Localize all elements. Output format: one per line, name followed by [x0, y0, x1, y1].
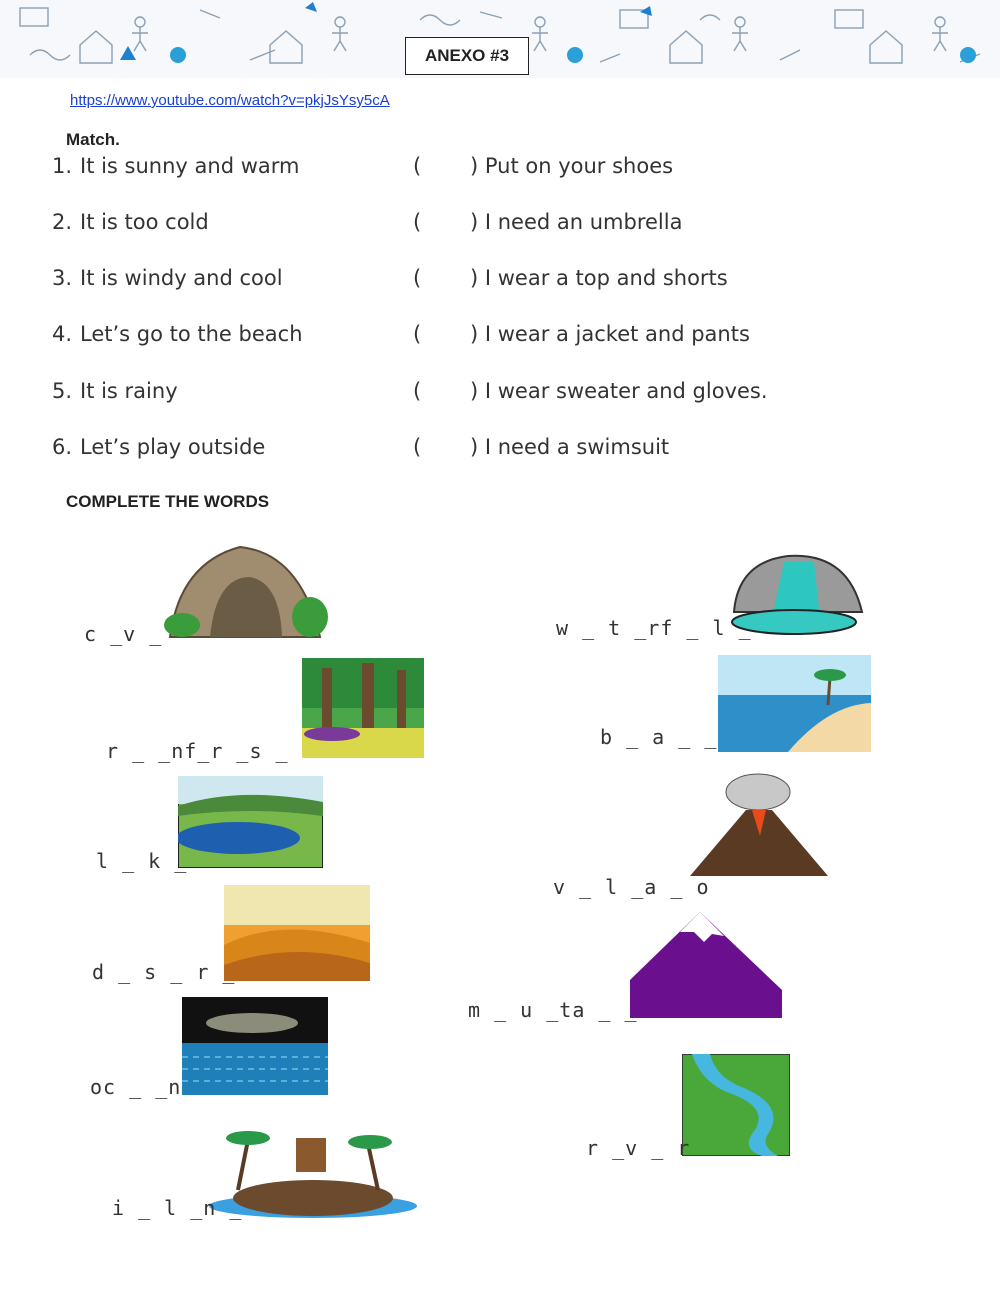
match-left: It is rainy [80, 379, 178, 403]
match-number: 2. [52, 210, 73, 234]
match-number: 5. [52, 379, 73, 403]
cave-image [160, 543, 328, 639]
match-left: It is windy and cool [80, 266, 283, 290]
match-left: It is sunny and warm [80, 154, 300, 178]
answer-blank[interactable]: ( [413, 266, 422, 290]
answer-blank[interactable]: ( [413, 154, 422, 178]
word-waterfall: w _ t _rf _ l _ [556, 616, 752, 640]
answer-blank[interactable]: ( [413, 322, 422, 346]
river-image [682, 1054, 790, 1156]
word-ocean: oc _ _n [90, 1075, 182, 1099]
match-right: ) I need an umbrella [470, 210, 683, 234]
complete-title: COMPLETE THE WORDS [66, 492, 270, 511]
answer-blank[interactable]: ( [413, 435, 422, 459]
word-beach: b _ a _ _ [600, 725, 718, 749]
match-right: ) Put on your shoes [470, 154, 674, 178]
match-number: 1. [52, 154, 73, 178]
word-volcano: v _ l _a _ o [553, 875, 710, 899]
volcano-image [686, 770, 831, 878]
mountain-image [628, 910, 784, 1020]
match-number: 4. [52, 322, 73, 346]
word-desert: d _ s _ r _ [92, 960, 236, 984]
match-left: Let’s play outside [80, 435, 266, 459]
lake-image [178, 776, 323, 868]
word-island: i _ l _n _ [112, 1196, 243, 1220]
match-right: ) I need a swimsuit [470, 435, 670, 459]
beach-image [718, 655, 871, 752]
word-lake: l _ k _ [96, 849, 188, 873]
youtube-link[interactable]: https://www.youtube.com/watch?v=pkjJsYsy5cA [70, 92, 390, 109]
match-right: ) I wear a jacket and pants [470, 322, 750, 346]
word-rainforest: r _ _nf_r _s _ [106, 739, 289, 763]
match-number: 6. [52, 435, 73, 459]
desert-image [224, 885, 370, 981]
word-river: r _v _ r [586, 1136, 691, 1160]
ocean-image [182, 997, 328, 1095]
match-title: Match. [66, 130, 120, 149]
answer-blank[interactable]: ( [413, 210, 422, 234]
annex-label: ANEXO #3 [405, 37, 529, 75]
answer-blank[interactable]: ( [413, 379, 422, 403]
match-left: Let’s go to the beach [80, 322, 303, 346]
match-number: 3. [52, 266, 73, 290]
match-left: It is too cold [80, 210, 209, 234]
word-mountain: m _ u _ta _ _ [468, 998, 638, 1022]
match-right: ) I wear a top and shorts [470, 266, 728, 290]
rainforest-image [302, 658, 424, 758]
match-right: ) I wear sweater and gloves. [470, 379, 768, 403]
word-cave: c _v _ [84, 622, 163, 646]
